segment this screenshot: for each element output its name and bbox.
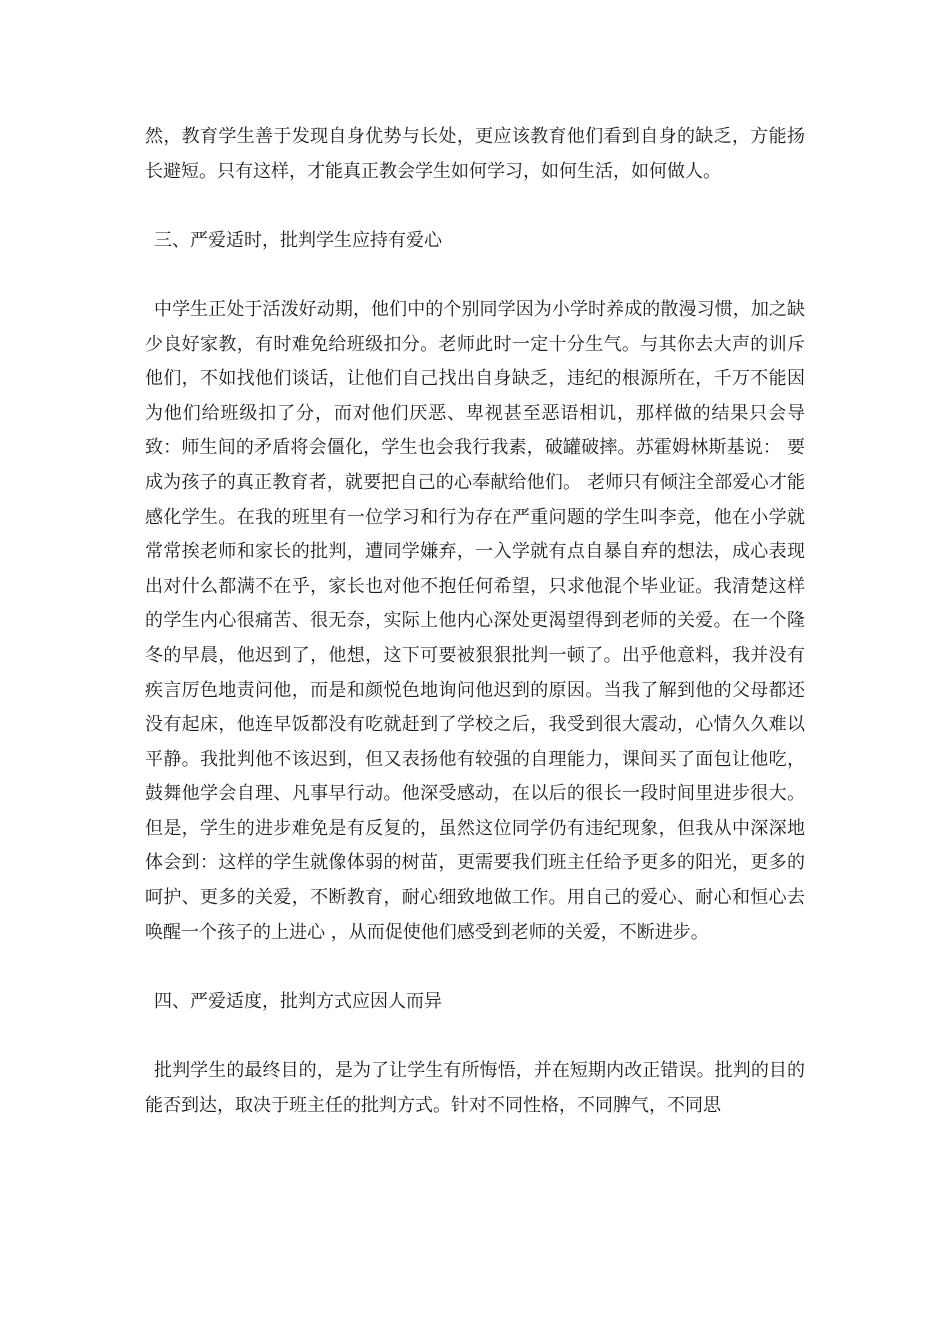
section-heading-3: 三、严爱适时，批判学生应持有爱心 <box>154 229 442 251</box>
paragraph-2: 中学生正处于活泼好动期，他们中的个别同学因为小学时养成的散漫习惯，加之缺少良好家教，有时难免给班级扣分。老师此时一定十分生气。与其你去大声的训斥他们，不如找他们谈话，让他们自己找出自身缺乏，违纪的根源所在，千万不能因为他们给班级扣了分，而对他们厌恶、卑视甚至恶语相讥，那样做的结果只会导致：师生间的矛盾将会僵化，学生也会我行我素，破罐破摔。苏霍姆林斯基说： 要成为孩子的真正教育者，就要把自己的心奉献给他们。 老师只有倾注全部爱心才能感化学生。在我的班里有一位学习和行为存在严重问题的学生叫李竞，他在小学就常常挨老师和家长的批判，遭同学嫌弃，一入学就有点自暴自弃的想法，成心表现出对什么都满不在乎，家长也对他不抱任何希望，只求他混个毕业证。我清楚这样的学生内心很痛苦、很无奈，实际上他内心深处更渴望得到老师的关爱。在一个隆冬的早晨，他迟到了，他想，这下可要被狠狠批判一顿了。出乎他意料，我并没有疾言厉色地责问他，而是和颜悦色地询问他迟到的原因。当我了解到他的父母都还没有起床，他连早饭都没有吃就赶到了学校之后，我受到很大震动，心情久久难以平静。我批判他不该迟到，但又表扬他有较强的自理能力，课间买了面包让他吃，鼓舞他学会自理、凡事早行动。他深受感动，在以后的很长一段时间里进步很大。但是，学生的进步难免是有反复的，虽然这位同学仍有违纪现象，但我从中深深地体会到：这样的学生就像体弱的树苗，更需要我们班主任给予更多的阳光，更多的呵护、更多的关爱，不断教育，耐心细致地做工作。用自己的爱心、耐心和恒心去唤醒一个孩子的上进心 ，从而促使他们感受到老师的关爱，不断进步。 <box>145 298 805 943</box>
section-heading-4: 四、严爱适度，批判方式应因人而异 <box>154 990 442 1012</box>
paragraph-gap <box>145 189 805 224</box>
paragraph-gap <box>145 950 805 985</box>
paragraph-gap <box>145 1019 805 1054</box>
paragraph-gap <box>145 258 805 293</box>
paragraph-3: 批判学生的最终目的，是为了让学生有所悔悟，并在短期内改正错误。批判的目的能否到达，取决于班主任的批判方式。针对不同性格，不同脾气，不同思 <box>145 1060 805 1116</box>
paragraph-1: 然，教育学生善于发现自身优势与长处，更应该教育他们看到自身的缺乏，方能扬长避短。只有这样，才能真正教会学生如何学习，如何生活，如何做人。 <box>145 126 805 182</box>
document-page <box>145 120 805 1123</box>
